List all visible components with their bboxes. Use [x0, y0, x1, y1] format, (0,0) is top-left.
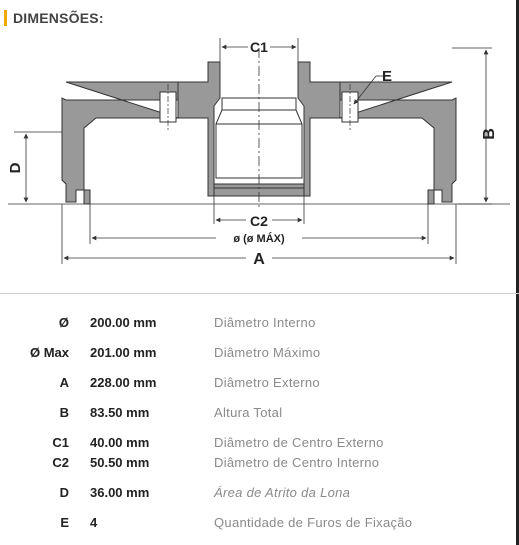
label-c1: C1: [250, 39, 268, 55]
section-divider: [0, 293, 519, 294]
label-d: D: [7, 162, 24, 174]
spec-desc: Diâmetro Máximo: [214, 345, 321, 360]
spec-value: 40.00 mm: [90, 435, 150, 450]
spec-key: C2: [52, 455, 69, 470]
accent-bar: [4, 10, 7, 26]
label-b: B: [481, 128, 498, 140]
spec-row: [0, 435, 519, 453]
label-e: E: [382, 68, 393, 85]
spec-row: [0, 345, 519, 363]
spec-desc: Quantidade de Furos de Fixação: [214, 515, 413, 530]
spec-row: [0, 515, 519, 533]
brake-drum-diagram: [0, 28, 519, 290]
label-a: A: [253, 251, 265, 268]
spec-key: A: [59, 375, 69, 390]
spec-desc: Diâmetro Externo: [214, 375, 320, 390]
spec-value: 83.50 mm: [90, 405, 150, 420]
spec-row: [0, 315, 519, 333]
label-diameter: ø (ø MÁX): [233, 233, 285, 245]
dim-b: [452, 48, 492, 204]
spec-desc: Diâmetro Interno: [214, 315, 316, 330]
spec-row: [0, 405, 519, 423]
spec-value: 50.50 mm: [90, 455, 150, 470]
spec-key: D: [59, 485, 69, 500]
spec-value: 200.00 mm: [90, 315, 157, 330]
hub-left: [178, 62, 220, 196]
spec-desc: Diâmetro de Centro Externo: [214, 435, 384, 450]
spec-key: Ø: [58, 315, 69, 330]
spec-desc: Diâmetro de Centro Interno: [214, 455, 380, 470]
spec-row: [0, 485, 519, 503]
spec-key: B: [59, 405, 69, 420]
spec-key: C1: [52, 435, 69, 450]
spec-row: [0, 375, 519, 393]
label-c2: C2: [250, 213, 268, 229]
hub-right: [298, 62, 340, 196]
spec-row: [0, 455, 519, 473]
spec-desc: Área de Atrito da Lona: [214, 485, 351, 500]
spec-value: 201.00 mm: [90, 345, 157, 360]
spec-key: E: [60, 515, 69, 530]
spec-value: 36.00 mm: [90, 485, 150, 500]
spec-value: 228.00 mm: [90, 375, 157, 390]
spec-value: 4: [90, 515, 98, 530]
section-title: DIMENSÕES:: [13, 10, 104, 26]
section-header: [4, 8, 104, 28]
spec-key: Ø Max: [29, 345, 69, 360]
spec-desc: Altura Total: [214, 405, 283, 420]
